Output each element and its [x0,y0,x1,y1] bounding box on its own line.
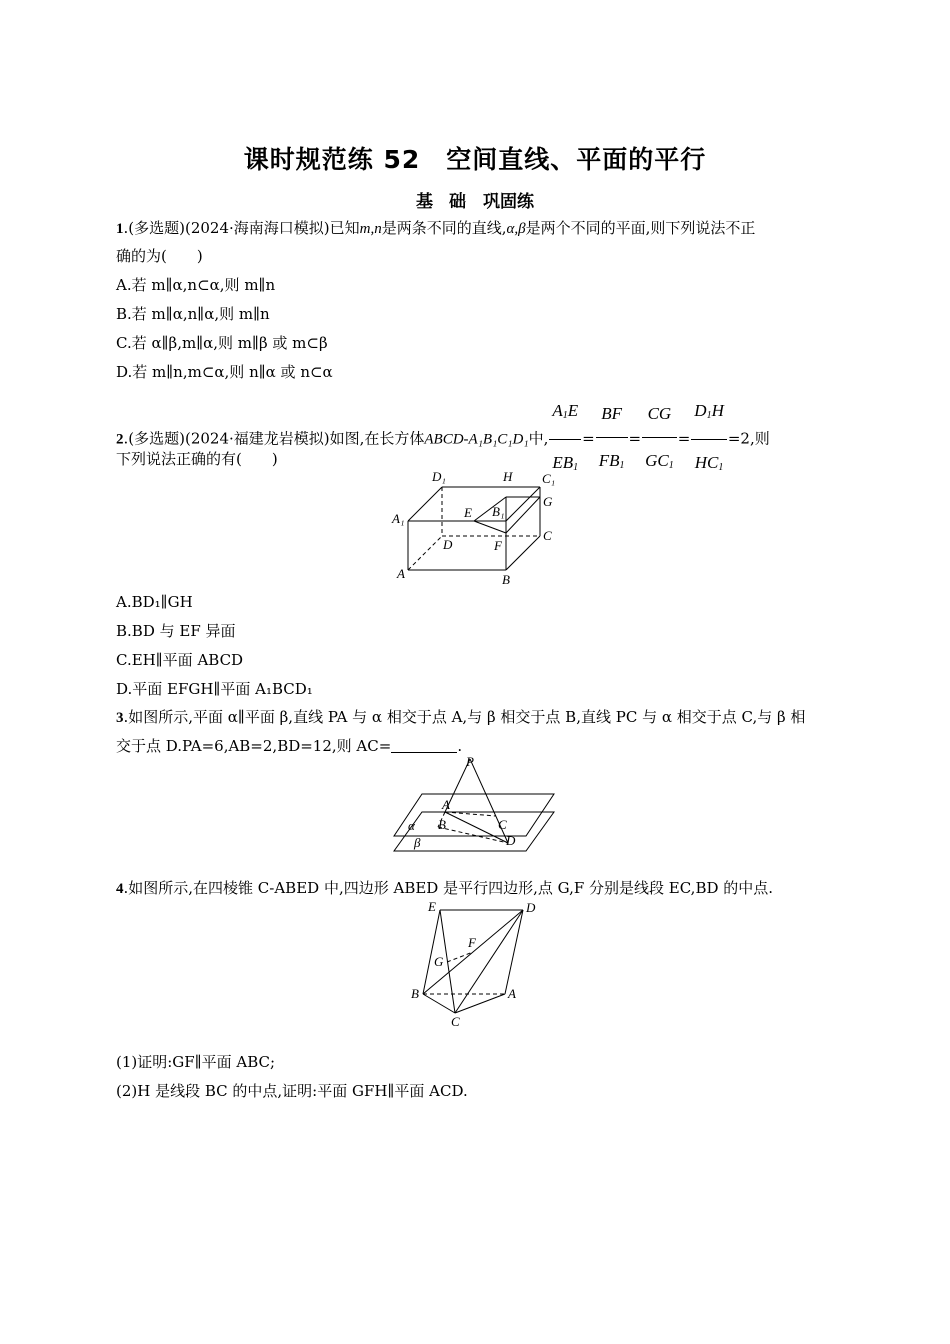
ratio-d1h-hc1: $\frac{D_1H}{HC_1}$ [691,388,727,491]
label-e: E [428,899,436,914]
label-h: H [503,469,513,484]
label-a1: A₁ [392,511,405,526]
ratio-cg-gc1: $\frac{CG}{GC_1}$ [642,391,677,489]
q1-stem-line1 [116,218,755,239]
label-a: A [508,986,516,1001]
q2-option-d: D.平面 EFGH∥平面 A₁BCD₁ [116,680,313,698]
q2-stem-line1: 2.(多选题)(2024·福建龙岩模拟)如图,在长方体ABCD-A₁B₁C₁D₁中, $\frac{A_1E}{EB_1}$ = $\frac{BF}{FB_1}$ = $\frac{CG}{GC_1}$ = $\frac{D_1H}{HC_1}$ =2,则 [116,388,770,491]
q1-stem-vars: m,n [359,221,382,237]
q1-stem-vars: α,β [506,221,526,237]
q1-option-a: A.若 m∥α,n⊂α,则 m∥n [116,276,276,294]
q3-number: 3 [116,710,124,726]
label-g: G [434,954,444,969]
label-d1: D₁ [432,469,446,484]
q2-option-a: A.BD₁∥GH [116,593,193,611]
label-c: C [451,1014,460,1029]
label-f: F [468,935,476,950]
label-b: B [502,572,510,587]
q4-number: 4 [116,881,124,897]
ratio-value: =2,则 [727,429,770,448]
q3-stem-line2 [116,736,462,756]
q1-stem-part: .(多选题)(2024·海南海口模拟)已知 [123,219,360,237]
label-g: G [543,494,553,509]
label-a: A [442,797,450,812]
label-b1: B₁ [492,504,505,519]
q2-option-c: C.EH∥平面 ABCD [116,651,244,669]
label-alpha: α [408,818,415,833]
q2-stem-part: 中, [528,429,549,448]
label-a: A [397,566,405,581]
q1-stem-part: 是两个不同的平面,则下列说法不正 [525,219,756,237]
label-b: B [411,986,419,1001]
q4-stem-text: .如图所示,在四棱锥 C-ABED 中,四边形 ABED 是平行四边形,点 G,F 分别是线段 EC,BD 的中点. [123,879,774,897]
label-d: D [526,900,536,915]
q3-stem-end: . [457,737,463,755]
q2-option-b: B.BD 与 EF 异面 [116,622,236,640]
q2-stem-part: .(多选题)(2024·福建龙岩模拟)如图,在长方体 [123,429,425,448]
ratio-bf-fb1: $\frac{BF}{FB_1}$ [596,391,628,489]
q2-stem-line2: 下列说法正确的有( ) [116,450,278,468]
q1-stem-line2: 确的为( ) [116,247,203,265]
q1-option-d: D.若 m∥n,m⊂α,则 n∥α 或 n⊂α [116,363,333,381]
q3-stem-line1 [116,707,805,728]
q3-stem-text: 交于点 D.PA=6,AB=2,BD=12,则 AC= [116,737,392,755]
label-c1: C₁ [542,471,556,486]
q3-planes-figure [390,754,560,854]
label-b: B [438,817,446,832]
section-heading: 基 础 巩固练 [416,192,534,212]
label-d: D [506,833,516,848]
label-e: E [464,505,472,520]
ratio-a1e-eb1: $\frac{A_1E}{EB_1}$ [549,388,581,491]
q1-option-c: C.若 α∥β,m∥α,则 m∥β 或 m⊂β [116,334,328,352]
label-beta: β [414,835,421,850]
q3-stem-text: .如图所示,平面 α∥平面 β,直线 PA 与 α 相交于点 A,与 β 相交于点 B,直线 PC 与 α 相交于点 C,与 β 相 [123,708,806,726]
q1-number: 1 [116,221,124,237]
label-p: P [466,754,474,769]
label-c: C [543,528,552,543]
q4-pyramid-figure [405,896,545,1030]
label-d: D [443,537,453,552]
q2-number: 2 [116,431,124,448]
q4-part2: (2)H 是线段 BC 的中点,证明:平面 GFH∥平面 ACD. [116,1082,468,1100]
page-title: 课时规范练 52 空间直线、平面的平行 [243,145,707,174]
label-f: F [494,538,502,553]
q2-solid-name: ABCD-A₁B₁C₁D₁ [424,431,529,448]
q4-part1: (1)证明:GF∥平面 ABC; [116,1053,276,1071]
label-c: C [498,817,507,832]
q2-cuboid-figure [390,466,570,590]
answer-blank[interactable] [391,738,457,753]
q1-option-b: B.若 m∥α,n∥α,则 m∥n [116,305,270,323]
q1-stem-part: 是两条不同的直线, [381,219,507,237]
